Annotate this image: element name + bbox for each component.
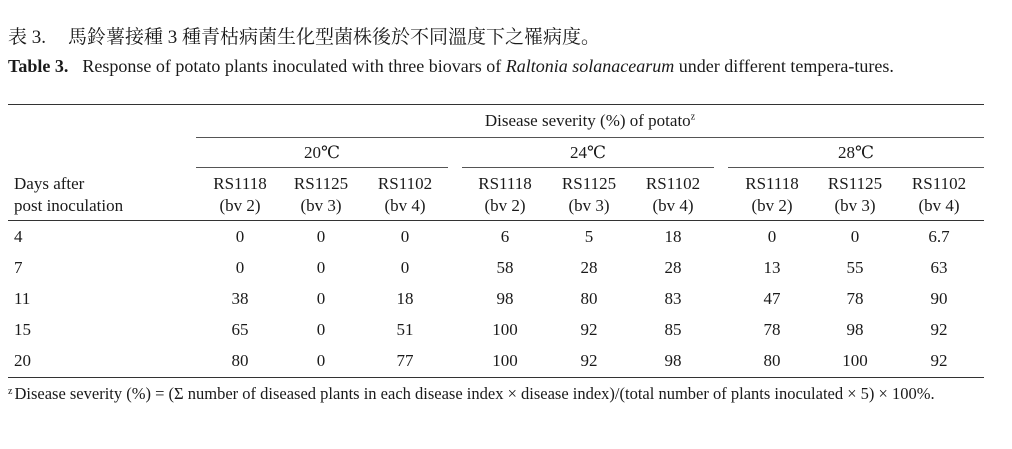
severity-cell: 98 — [664, 351, 682, 370]
biovar-header: (bv 2) — [751, 196, 793, 215]
footnote-text: Disease severity (%) = (Σ number of diseased plants in each disease index × disease index)/(total number of plants inoculated × 5) × 100%. — [14, 384, 935, 403]
severity-cell: 98 — [846, 320, 864, 339]
table-label-english: Table 3. — [8, 56, 69, 76]
strain-name-header: RS1125 — [827, 174, 883, 193]
severity-cell: 5 — [584, 227, 594, 246]
temp-rule-24 — [462, 167, 714, 168]
severity-cell: 0 — [235, 258, 245, 277]
strain-name-header: RS1118 — [745, 174, 799, 193]
severity-cell: 92 — [930, 351, 948, 370]
severity-cell: 78 — [846, 289, 864, 308]
caption-text-english-1: Response of potato plants inoculated with three biovars of — [82, 56, 506, 76]
severity-cell: 13 — [763, 258, 781, 277]
footnote-marker: z — [8, 386, 13, 397]
severity-cell: 65 — [231, 320, 249, 339]
table-top-rule — [8, 104, 984, 105]
severity-cell: 18 — [664, 227, 682, 246]
severity-cell: 0 — [767, 227, 777, 246]
severity-cell: 100 — [492, 320, 518, 339]
biovar-header: (bv 4) — [652, 196, 694, 215]
table-label-chinese: 表 3. — [8, 27, 47, 48]
severity-cell: 0 — [400, 227, 410, 246]
strain-name-header: RS1125 — [561, 174, 617, 193]
day-cell: 15 — [14, 320, 31, 339]
severity-cell: 0 — [316, 227, 326, 246]
biovar-header: (bv 3) — [568, 196, 610, 215]
day-cell: 7 — [14, 258, 23, 277]
biovar-header: (bv 2) — [484, 196, 526, 215]
spanner-text: Disease severity (%) of potato — [484, 111, 691, 130]
row-header-line2: post inoculation — [14, 196, 124, 215]
severity-cell: 0 — [316, 289, 326, 308]
caption-organism: Raltonia solanacearum — [505, 56, 675, 76]
severity-cell: 18 — [396, 289, 414, 308]
biovar-header: (bv 3) — [300, 196, 342, 215]
biovar-header: (bv 4) — [384, 196, 426, 215]
temp-header-28: 28℃ — [837, 143, 875, 162]
strain-name-header: RS1102 — [377, 174, 433, 193]
severity-cell: 92 — [580, 320, 598, 339]
severity-cell: 92 — [930, 320, 948, 339]
severity-cell: 6 — [500, 227, 510, 246]
severity-cell: 6.7 — [928, 227, 950, 246]
strain-name-header: RS1125 — [293, 174, 349, 193]
strain-name-header: RS1102 — [911, 174, 967, 193]
caption-text-english-2: under different tempera-tures. — [674, 56, 894, 76]
table-bottom-rule — [8, 377, 984, 378]
biovar-header: (bv 2) — [219, 196, 261, 215]
severity-cell: 78 — [763, 320, 781, 339]
severity-cell: 80 — [231, 351, 249, 370]
temp-header-24: 24℃ — [569, 143, 607, 162]
severity-cell: 38 — [231, 289, 249, 308]
row-header-line1: Days after — [14, 174, 85, 193]
spanner-header — [196, 111, 984, 131]
severity-cell: 63 — [930, 258, 948, 277]
table-footnote — [8, 383, 993, 405]
strain-name-header: RS1102 — [645, 174, 701, 193]
day-cell: 11 — [14, 289, 31, 308]
header-bottom-rule — [8, 220, 984, 221]
severity-cell: 58 — [496, 258, 514, 277]
severity-cell: 80 — [580, 289, 598, 308]
severity-cell: 85 — [664, 320, 682, 339]
day-cell: 20 — [14, 351, 31, 370]
spanner-sup: z — [690, 111, 696, 123]
temp-header-20: 20℃ — [303, 143, 341, 162]
strain-name-header: RS1118 — [213, 174, 267, 193]
table-caption-english — [8, 56, 993, 76]
severity-cell: 0 — [400, 258, 410, 277]
severity-cell: 0 — [850, 227, 860, 246]
caption-text-chinese: 馬鈴薯接種 3 種青枯病菌生化型菌株後於不同溫度下之罹病度。 — [68, 27, 601, 48]
severity-cell: 100 — [842, 351, 868, 370]
severity-cell: 0 — [316, 351, 326, 370]
day-cell: 4 — [14, 227, 23, 246]
severity-cell: 0 — [316, 258, 326, 277]
severity-cell: 83 — [664, 289, 682, 308]
spanner-rule — [196, 137, 984, 138]
severity-cell: 77 — [396, 351, 414, 370]
severity-cell: 100 — [492, 351, 518, 370]
severity-cell: 92 — [580, 351, 598, 370]
temp-rule-28 — [728, 167, 984, 168]
severity-cell: 0 — [316, 320, 326, 339]
severity-cell: 90 — [930, 289, 948, 308]
severity-cell: 28 — [580, 258, 598, 277]
severity-cell: 80 — [763, 351, 781, 370]
severity-cell: 47 — [763, 289, 781, 308]
biovar-header: (bv 4) — [918, 196, 960, 215]
strain-name-header: RS1118 — [478, 174, 532, 193]
table-caption-chinese — [8, 22, 600, 49]
severity-cell: 0 — [235, 227, 245, 246]
severity-cell: 28 — [664, 258, 682, 277]
temp-rule-20 — [196, 167, 448, 168]
severity-cell: 51 — [396, 320, 414, 339]
biovar-header: (bv 3) — [834, 196, 876, 215]
severity-cell: 55 — [846, 258, 864, 277]
severity-cell: 98 — [496, 289, 514, 308]
